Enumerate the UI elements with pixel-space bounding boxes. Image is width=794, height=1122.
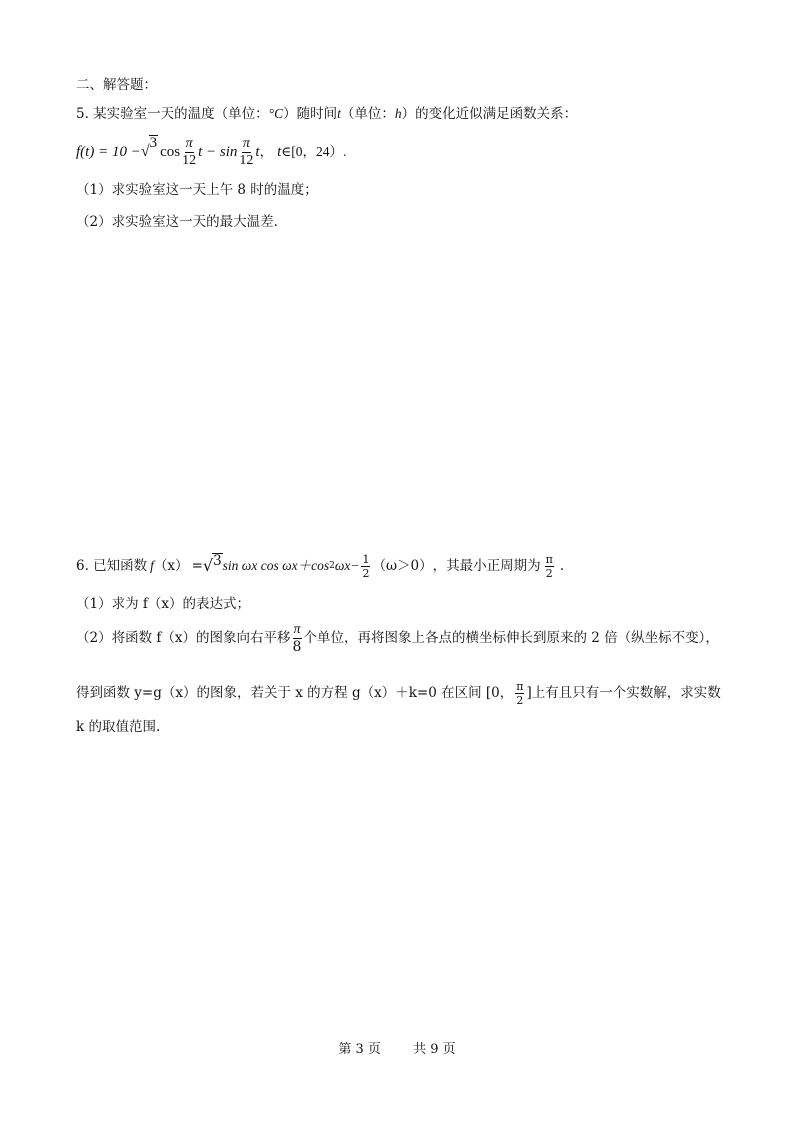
page-footer [0,1038,794,1057]
question-5-formula: f(t) = 10 − √ 3 cos $\frac{\pi}{12}$ t − sin $\frac{\pi}{12}$ t ， t ∈[0，24）. [76,135,347,168]
question-6-part-2-line-2: 得到函数 y=g（x）的图象，若关于 x 的方程 g（x）＋k=0 在区间 [0， $\frac{\pi}{2}$ ]上有且只有一个实数解，求实数 [76,679,721,707]
page-number: 第 3 页 [338,1042,381,1057]
question-6-intro: 6. 已知函数 f （x） = √ 3 sin ωx cos ωx＋cos 2 ωx− $\frac{1}{2}$ （ω＞0） ，其最小正周期为 $\frac{\pi}{2}$ . [76,552,565,580]
question-6-part-1: （1）求为 f（x）的表达式； [76,596,250,612]
question-5-intro: 5. 某实验室一天的温度（单位：°C）随时间t（单位：h）的变化近似满足函数关系： [76,106,578,122]
page-total: 共 9 页 [413,1042,456,1057]
question-5-part-1: （1）求实验室这一天上午 8 时的温度； [76,182,318,198]
question-6-part-2-line-3: k 的取值范围. [76,719,161,735]
question-5-part-2: （2）求实验室这一天的最大温差. [76,214,278,230]
section-heading: 二、解答题： [76,77,157,93]
question-6-part-2-line-1: （2）将函数 f（x）的图象向右平移 $\frac{\pi}{8}$ 个单位，再将图象上各点的横坐标伸长到原来的 2 倍（纵坐标不变）， [76,621,719,655]
